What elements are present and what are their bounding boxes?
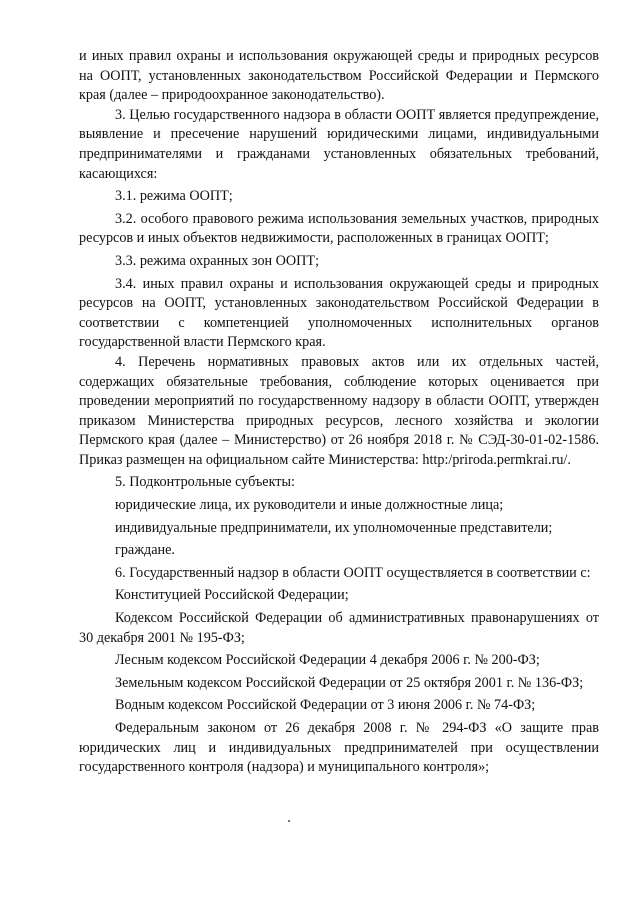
- paragraph: 3. Целью государственного надзора в области ООПТ является предупреждение, выявление и пресечение нарушений юридическими лицами, индивидуальными предпринимателями и гражданами установленных обязательных требований, касающихся:: [79, 106, 599, 182]
- paragraph: 6. Государственный надзор в области ООПТ осуществляется в соответствии с:: [115, 564, 591, 581]
- scan-speck: [288, 820, 290, 822]
- paragraph: Конституцией Российской Федерации;: [115, 587, 349, 604]
- paragraph: Земельным кодексом Российской Федерации от 25 октября 2001 г. № 136-ФЗ;: [115, 674, 584, 691]
- document-body: [79, 47, 599, 778]
- paragraph: Лесным кодексом Российской Федерации 4 декабря 2006 г. № 200-ФЗ;: [115, 652, 540, 669]
- paragraph: юридические лица, их руководители и иные должностные лица;: [115, 497, 504, 514]
- paragraph: 3.2. особого правового режима использования земельных участков, природных ресурсов и иных объектов недвижимости, расположенных в границах ООПТ;: [79, 210, 599, 247]
- paragraph: 3.3. режима охранных зон ООПТ;: [115, 252, 320, 269]
- paragraph: 4. Перечень нормативных правовых актов или их отдельных частей, содержащих обязательные требования, соблюдение которых оценивается при проведении мероприятий по государственному надзору в области ООПТ, утвержден приказом Министерства природных ресурсов, лесного хозяйства и экологии Пермского края (далее – Министерство) от 26 ноября 2018 г. № СЭД-30-01-02-1586. Приказ размещен на официальном сайте Министерства: http:/priroda.permkrai.ru/.: [79, 353, 599, 468]
- paragraph: Федеральным законом от 26 декабря 2008 г. № 294-ФЗ «О защите прав юридических лиц и индивидуальных предпринимателей при осуществлении государственного контроля (надзора) и муниципального контроля»;: [79, 720, 599, 776]
- paragraph: 3.4. иных правил охраны и использования окружающей среды и природных ресурсов на ООПТ, установленных законодательством Российской Федерации в соответствии с компетенцией уполномоченных исполнительных органов государственной власти Пермского края.: [79, 275, 599, 351]
- paragraph: 5. Подконтрольные субъекты:: [115, 474, 295, 491]
- paragraph: и иных правил охраны и использования окружающей среды и природных ресурсов на ООПТ, установленных законодательством Российской Федерации и Пермского края (далее – природоохранное законодательство).: [79, 48, 599, 104]
- paragraph: Кодексом Российской Федерации об административных правонарушениях от 30 декабря 2001 № 195-ФЗ;: [79, 610, 599, 646]
- paragraph: Водным кодексом Российской Федерации от 3 июня 2006 г. № 74-ФЗ;: [115, 697, 536, 714]
- paragraph: граждане.: [115, 542, 175, 559]
- paragraph: индивидуальные предприниматели, их уполномоченные представители;: [115, 519, 553, 536]
- paragraph: 3.1. режима ООПТ;: [115, 188, 233, 205]
